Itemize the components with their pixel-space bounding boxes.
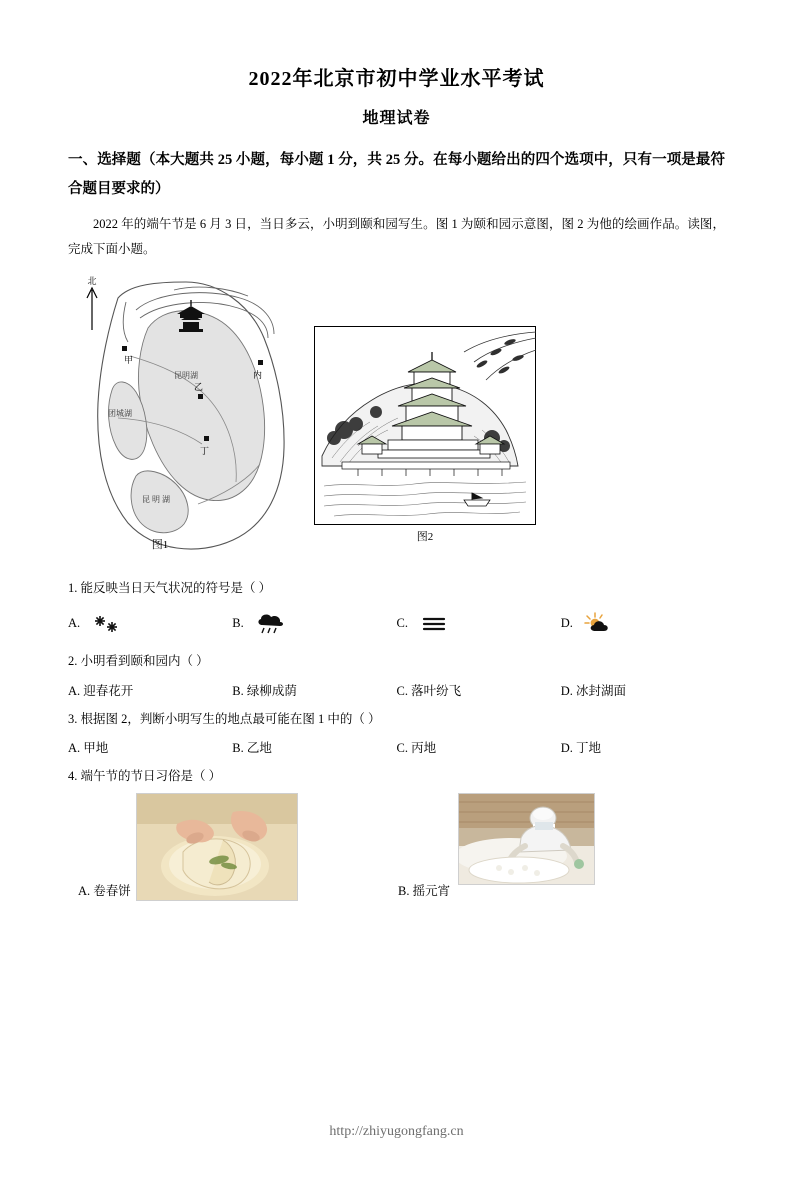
partly-cloudy-icon [583,611,617,637]
question-4 [68,765,725,789]
question-3-number: 3. [68,711,78,726]
question-1-stem: 能反映当日天气状况的符号是（ ） [80,581,272,595]
option-1-d[interactable] [561,611,725,637]
question-3-stem: 根据图 2，判断小明写生的地点最可能在图 1 中的（ ） [80,711,381,726]
figure-1-caption: 图1 [151,539,169,551]
snow-icon [90,611,124,637]
option-3-a[interactable] [68,738,232,756]
page-title: 2022年北京市初中学业水平考试 [248,68,545,90]
option-4-a-label: A. [78,884,91,898]
option-3-a-text: 甲地 [83,741,109,756]
footer-url[interactable]: http://zhiyugongfang.cn [329,1124,464,1139]
question-1-options [68,607,725,641]
question-2 [68,650,725,674]
option-2-c-text: 落叶纷飞 [411,683,462,698]
option-2-a-label: A. [68,683,81,698]
passage-text: 2022 年的端午节是 6 月 3 日，当日多云，小明到颐和园写生。图 1 为颐和园示意图，图 2 为他的绘画作品。读图，完成下面小题。 [68,217,725,256]
option-2-c[interactable] [397,681,561,699]
svg-text:昆明湖: 昆明湖 [174,371,198,380]
option-4-a[interactable] [78,881,131,899]
svg-text:团城湖: 团城湖 [108,409,132,418]
rain-cloud-icon [254,611,288,637]
question-1 [68,577,725,601]
figure-2 [314,326,536,546]
option-2-d-label: D. [560,683,573,698]
option-2-a-text: 迎春花开 [83,683,134,698]
option-2-b-label: B. [232,683,244,698]
option-3-d[interactable] [561,738,725,756]
option-2-b[interactable] [232,681,396,699]
figure1-label-yi: 乙 [194,382,204,392]
figure1-label-bing: 内 [253,370,263,380]
section-heading: 一、选择题（本大题共 25 小题，每小题 1 分，共 25 分。在每小题给出的四个选项中，只有一项是最符合题目要求的） [68,152,725,197]
question-2-number: 2. [68,653,78,668]
figures-row [68,268,725,568]
question-3 [68,708,725,732]
option-2-d-text: 冰封湖面 [576,683,627,698]
option-3-c[interactable] [397,738,561,756]
question-3-options [68,738,725,756]
figure-1 [78,268,318,558]
question-1-number: 1. [68,581,78,595]
option-2-c-label: C. [396,683,408,698]
option-3-b-text: 乙地 [246,741,272,756]
figure1-label-ding: 丁 [200,446,210,456]
figure1-label-jia: 甲 [124,355,134,365]
option-2-a[interactable] [68,681,232,699]
option-3-a-label: A. [68,741,81,756]
option-1-c[interactable] [397,611,561,637]
yuanxiao-rolling-photo [458,793,595,885]
option-1-c-label: C. [396,616,408,631]
option-1-d-label: D. [560,616,573,631]
option-3-c-text: 丙地 [411,741,437,756]
option-3-b-label: B. [232,741,244,756]
option-1-a-label: A. [68,616,81,631]
question-2-stem: 小明看到颐和园内（ ） [80,653,209,668]
fog-icon [418,611,452,637]
spring-pancake-photo [136,793,298,901]
option-4-b-text: 摇元宵 [412,884,451,898]
option-3-d-label: D. [560,741,573,756]
option-3-d-text: 丁地 [576,741,602,756]
question-4-options [68,799,725,917]
option-3-b[interactable] [232,738,396,756]
exam-page [0,62,793,1184]
question-4-stem: 端午节的节日习俗是（ ） [80,769,222,784]
svg-text:北: 北 [87,276,97,286]
option-1-b-label: B. [232,616,244,631]
figure-2-caption: 图2 [416,531,434,543]
option-2-b-text: 绿柳成荫 [246,683,297,698]
option-1-a[interactable] [68,611,232,637]
option-1-b[interactable] [232,611,396,637]
svg-text:昆 明 湖: 昆 明 湖 [142,495,170,504]
question-2-options [68,681,725,699]
page-subtitle: 地理试卷 [362,110,431,127]
option-2-d[interactable] [561,681,725,699]
option-4-b-label: B. [398,884,410,898]
option-4-b[interactable] [398,881,450,899]
option-3-c-label: C. [396,741,408,756]
question-4-number: 4. [68,769,78,784]
option-4-a-text: 卷春饼 [93,884,131,898]
